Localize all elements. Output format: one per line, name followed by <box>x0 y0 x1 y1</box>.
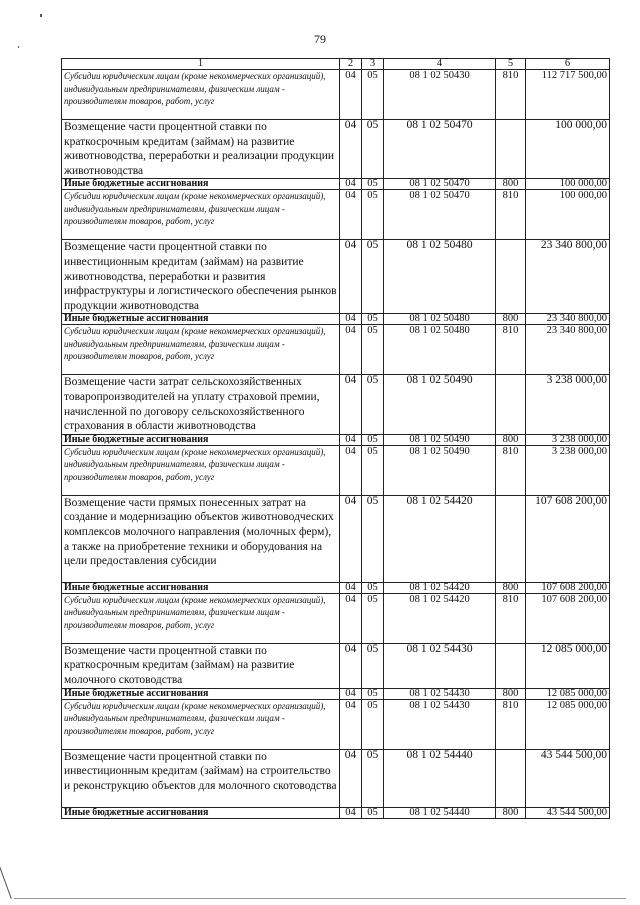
row-type-cell: 800 <box>496 434 526 445</box>
table-row <box>62 375 610 434</box>
table-row <box>62 699 610 749</box>
header-col-3: 3 <box>362 59 384 70</box>
row-name-cell: Иные бюджетные ассигнования <box>62 314 340 325</box>
row-section-cell: 04 <box>340 582 362 593</box>
row-name-cell: Субсидии юридическим лицам (кроме некоммерческих организаций), индивидуальным предпринимателям, физическим лицам - производителям товаров, работ, услуг <box>62 593 340 643</box>
row-type-cell <box>496 375 526 434</box>
table-row <box>62 240 610 314</box>
row-subsection-cell: 05 <box>362 314 384 325</box>
row-type-cell: 800 <box>496 179 526 190</box>
row-code-cell: 08 1 02 50470 <box>384 120 496 179</box>
table-row <box>62 190 610 240</box>
row-code-cell: 08 1 02 50480 <box>384 325 496 375</box>
row-name-cell: Возмещение части процентной ставки по краткосрочным кредитам (займам) на развитие молочного скотоводства <box>62 643 340 688</box>
table-row <box>62 179 610 190</box>
table-row <box>62 688 610 699</box>
row-name-cell: Иные бюджетные ассигнования <box>62 688 340 699</box>
row-type-cell: 810 <box>496 593 526 643</box>
scan-edge-left <box>0 861 12 899</box>
row-code-cell: 08 1 02 50480 <box>384 240 496 314</box>
row-code-cell: 08 1 02 54420 <box>384 593 496 643</box>
scan-edge-bottom <box>14 898 626 899</box>
page-number: 79 <box>314 32 326 46</box>
row-code-cell: 08 1 02 54440 <box>384 807 496 818</box>
header-col-4: 4 <box>384 59 496 70</box>
row-subsection-cell: 05 <box>362 593 384 643</box>
row-code-cell: 08 1 02 50480 <box>384 314 496 325</box>
row-amount-cell: 100 000,00 <box>526 120 610 179</box>
row-type-cell: 800 <box>496 688 526 699</box>
row-code-cell: 08 1 02 50470 <box>384 179 496 190</box>
row-subsection-cell: 05 <box>362 120 384 179</box>
row-name-cell: Субсидии юридическим лицам (кроме некоммерческих организаций), индивидуальным предпринимателям, физическим лицам - производителям товаров, работ, услуг <box>62 699 340 749</box>
row-name-cell: Субсидии юридическим лицам (кроме некоммерческих организаций), индивидуальным предпринимателям, физическим лицам - производителям товаров, работ, услуг <box>62 325 340 375</box>
row-amount-cell: 23 340 800,00 <box>526 314 610 325</box>
table-row <box>62 643 610 688</box>
table-header-row <box>62 59 610 70</box>
scan-mark-top-left <box>40 14 42 17</box>
row-amount-cell: 3 238 000,00 <box>526 375 610 434</box>
row-amount-cell: 107 608 200,00 <box>526 593 610 643</box>
row-subsection-cell: 05 <box>362 325 384 375</box>
row-amount-cell: 12 085 000,00 <box>526 688 610 699</box>
row-section-cell: 04 <box>340 190 362 240</box>
row-section-cell: 04 <box>340 699 362 749</box>
row-code-cell: 08 1 02 54430 <box>384 688 496 699</box>
row-section-cell: 04 <box>340 807 362 818</box>
row-subsection-cell: 05 <box>362 179 384 190</box>
row-type-cell: 800 <box>496 582 526 593</box>
row-amount-cell: 112 717 500,00 <box>526 70 610 120</box>
row-subsection-cell: 05 <box>362 190 384 240</box>
row-code-cell: 08 1 02 50470 <box>384 190 496 240</box>
row-type-cell: 810 <box>496 70 526 120</box>
table-row <box>62 749 610 807</box>
row-subsection-cell: 05 <box>362 699 384 749</box>
row-type-cell <box>496 240 526 314</box>
row-amount-cell: 3 238 000,00 <box>526 445 610 495</box>
row-section-cell: 04 <box>340 688 362 699</box>
row-subsection-cell: 05 <box>362 434 384 445</box>
row-name-cell: Иные бюджетные ассигнования <box>62 434 340 445</box>
row-code-cell: 08 1 02 50490 <box>384 375 496 434</box>
table-row <box>62 807 610 818</box>
row-name-cell: Иные бюджетные ассигнования <box>62 807 340 818</box>
row-subsection-cell: 05 <box>362 375 384 434</box>
row-section-cell: 04 <box>340 120 362 179</box>
row-subsection-cell: 05 <box>362 445 384 495</box>
row-name-cell: Возмещение части процентной ставки по инвестиционным кредитам (займам) на строительство и реконструкцию объектов для молочного скотоводства <box>62 749 340 807</box>
row-code-cell: 08 1 02 54430 <box>384 699 496 749</box>
table-row <box>62 434 610 445</box>
row-amount-cell: 3 238 000,00 <box>526 434 610 445</box>
row-section-cell: 04 <box>340 495 362 582</box>
scan-mark-left <box>18 46 19 48</box>
row-subsection-cell: 05 <box>362 688 384 699</box>
row-amount-cell: 12 085 000,00 <box>526 699 610 749</box>
row-section-cell: 04 <box>340 375 362 434</box>
row-section-cell: 04 <box>340 70 362 120</box>
row-type-cell: 810 <box>496 190 526 240</box>
row-type-cell <box>496 495 526 582</box>
row-subsection-cell: 05 <box>362 807 384 818</box>
row-code-cell: 08 1 02 50490 <box>384 434 496 445</box>
row-name-cell: Возмещение части процентной ставки по краткосрочным кредитам (займам) на развитие животноводства, переработки и реализации продукции животноводства <box>62 120 340 179</box>
row-name-cell: Возмещение части процентной ставки по инвестиционным кредитам (займам) на развитие животноводства, переработки и развития инфраструктуры и логистического обеспечения рынков продукции животноводства <box>62 240 340 314</box>
row-type-cell <box>496 120 526 179</box>
table-row <box>62 582 610 593</box>
row-subsection-cell: 05 <box>362 582 384 593</box>
table-row <box>62 495 610 582</box>
row-type-cell <box>496 643 526 688</box>
row-section-cell: 04 <box>340 434 362 445</box>
row-section-cell: 04 <box>340 179 362 190</box>
row-code-cell: 08 1 02 50490 <box>384 445 496 495</box>
row-subsection-cell: 05 <box>362 495 384 582</box>
budget-table <box>61 58 610 819</box>
table-row <box>62 70 610 120</box>
row-code-cell: 08 1 02 50430 <box>384 70 496 120</box>
row-type-cell: 800 <box>496 807 526 818</box>
row-code-cell: 08 1 02 54430 <box>384 643 496 688</box>
row-section-cell: 04 <box>340 325 362 375</box>
row-subsection-cell: 05 <box>362 70 384 120</box>
row-section-cell: 04 <box>340 240 362 314</box>
row-type-cell <box>496 749 526 807</box>
row-type-cell: 810 <box>496 699 526 749</box>
row-amount-cell: 23 340 800,00 <box>526 325 610 375</box>
row-section-cell: 04 <box>340 749 362 807</box>
table-row <box>62 593 610 643</box>
row-amount-cell: 100 000,00 <box>526 190 610 240</box>
row-name-cell: Возмещение части прямых понесенных затрат на создание и модернизацию объектов животноводческих комплексов молочного направления (молочных ферм), а также на приобретение техники и оборудования на цели предоставления субсидии <box>62 495 340 582</box>
row-section-cell: 04 <box>340 445 362 495</box>
row-amount-cell: 100 000,00 <box>526 179 610 190</box>
row-name-cell: Иные бюджетные ассигнования <box>62 582 340 593</box>
row-subsection-cell: 05 <box>362 749 384 807</box>
row-section-cell: 04 <box>340 314 362 325</box>
row-amount-cell: 107 608 200,00 <box>526 495 610 582</box>
table-row <box>62 314 610 325</box>
row-amount-cell: 107 608 200,00 <box>526 582 610 593</box>
row-section-cell: 04 <box>340 643 362 688</box>
header-col-6: 6 <box>526 59 610 70</box>
row-amount-cell: 23 340 800,00 <box>526 240 610 314</box>
table-body <box>62 70 610 819</box>
row-name-cell: Субсидии юридическим лицам (кроме некоммерческих организаций), индивидуальным предпринимателям, физическим лицам - производителям товаров, работ, услуг <box>62 445 340 495</box>
row-subsection-cell: 05 <box>362 643 384 688</box>
table-row <box>62 120 610 179</box>
table-row <box>62 325 610 375</box>
row-type-cell: 810 <box>496 325 526 375</box>
row-type-cell: 810 <box>496 445 526 495</box>
row-amount-cell: 43 544 500,00 <box>526 749 610 807</box>
row-amount-cell: 12 085 000,00 <box>526 643 610 688</box>
table-row <box>62 445 610 495</box>
row-type-cell: 800 <box>496 314 526 325</box>
row-name-cell: Субсидии юридическим лицам (кроме некоммерческих организаций), индивидуальным предпринимателям, физическим лицам - производителям товаров, работ, услуг <box>62 190 340 240</box>
row-code-cell: 08 1 02 54440 <box>384 749 496 807</box>
row-amount-cell: 43 544 500,00 <box>526 807 610 818</box>
row-subsection-cell: 05 <box>362 240 384 314</box>
header-col-5: 5 <box>496 59 526 70</box>
row-code-cell: 08 1 02 54420 <box>384 495 496 582</box>
row-name-cell: Субсидии юридическим лицам (кроме некоммерческих организаций), индивидуальным предпринимателям, физическим лицам - производителям товаров, работ, услуг <box>62 70 340 120</box>
header-col-2: 2 <box>340 59 362 70</box>
row-section-cell: 04 <box>340 593 362 643</box>
row-name-cell: Иные бюджетные ассигнования <box>62 179 340 190</box>
row-code-cell: 08 1 02 54420 <box>384 582 496 593</box>
header-col-1: 1 <box>62 59 340 70</box>
row-name-cell: Возмещение части затрат сельскохозяйственных товаропроизводителей на уплату страховой премии, начисленной по договору сельскохозяйственного страхования в области животноводства <box>62 375 340 434</box>
